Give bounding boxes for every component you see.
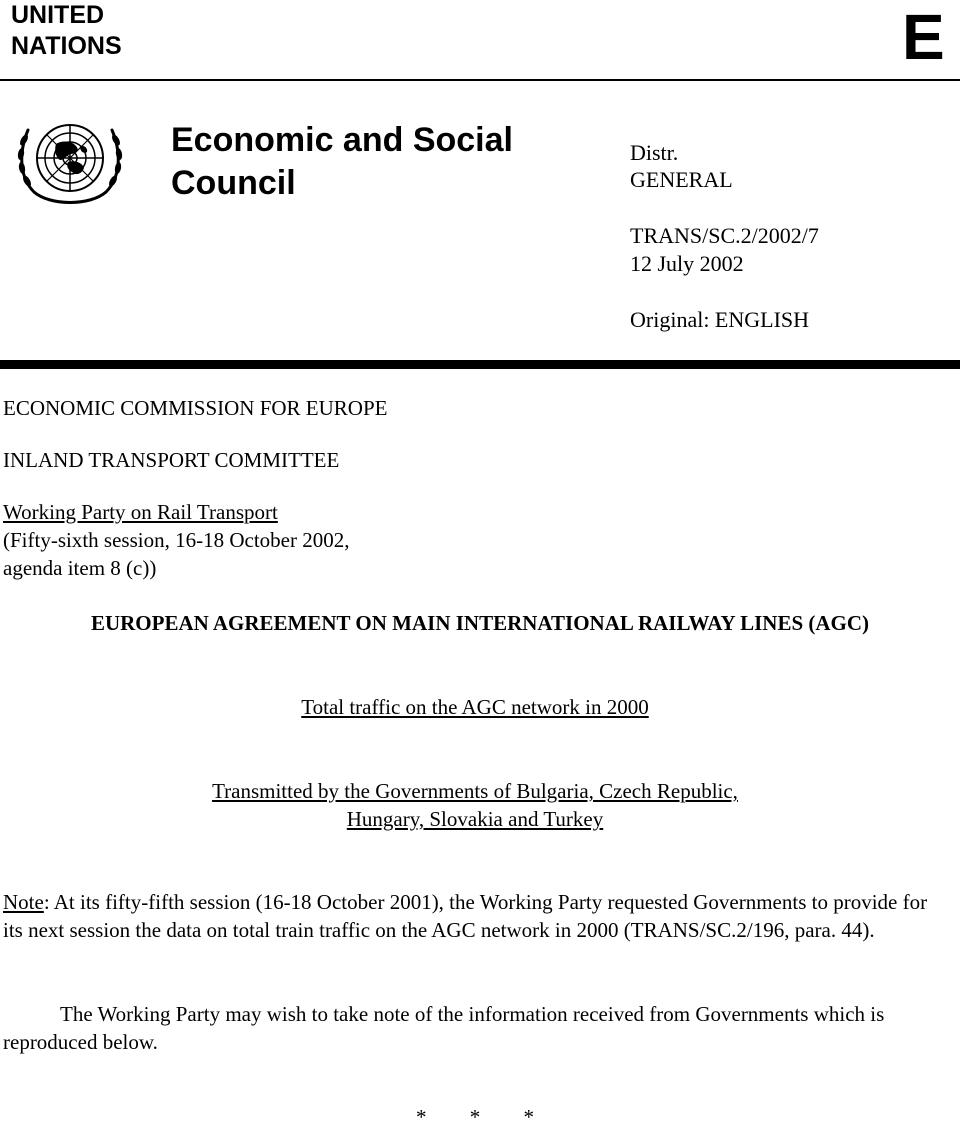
committee-name: INLAND TRANSPORT COMMITTEE (3, 448, 340, 472)
original-language: Original: ENGLISH (630, 307, 810, 332)
agenda-item: agenda item 8 (c)) (3, 556, 157, 580)
transmitted-by-line1: Transmitted by the Governments of Bulgaria, Czech Republic, (212, 779, 738, 803)
council-title-line2: Council (171, 164, 296, 202)
distribution-value: GENERAL (630, 167, 733, 192)
document-date: 12 July 2002 (630, 251, 744, 276)
section-separator: * * * (416, 1105, 534, 1129)
session-info: (Fifty-sixth session, 16-18 October 2002, (3, 528, 350, 552)
note-paragraph (3, 888, 948, 944)
note-label: Note (3, 890, 44, 914)
document-symbol: TRANS/SC.2/2002/7 (630, 223, 819, 248)
organization-name (11, 0, 122, 62)
document-subject: Total traffic on the AGC network in 2000 (301, 695, 649, 719)
organization-name-line1: UNITED (11, 1, 105, 29)
council-title (171, 119, 571, 205)
language-code: E (902, 1, 945, 73)
organization-name-line2: NATIONS (11, 32, 122, 60)
working-party-name: Working Party on Rail Transport (3, 500, 278, 524)
closing-paragraph: The Working Party may wish to take note of the information received from Governments which is reproduced below. (3, 1002, 885, 1054)
transmitted-by-line2: Hungary, Slovakia and Turkey (346, 807, 604, 831)
note-text: : At its fifty-fifth session (16-18 October 2001), the Working Party requested Governments to provide for its next session the data on total train traffic on the AGC network in 2000 (TRANS/SC.2/196, para. 44). (3, 890, 928, 942)
distribution-label: Distr. (630, 140, 679, 165)
header-divider (0, 79, 960, 81)
commission-name: ECONOMIC COMMISSION FOR EUROPE (3, 396, 388, 420)
un-emblem-icon (10, 110, 130, 214)
council-title-line1: Economic and Social (171, 121, 513, 159)
agreement-title: EUROPEAN AGREEMENT ON MAIN INTERNATIONAL RAILWAY LINES (AGC) (90, 611, 870, 635)
section-divider (0, 360, 960, 369)
